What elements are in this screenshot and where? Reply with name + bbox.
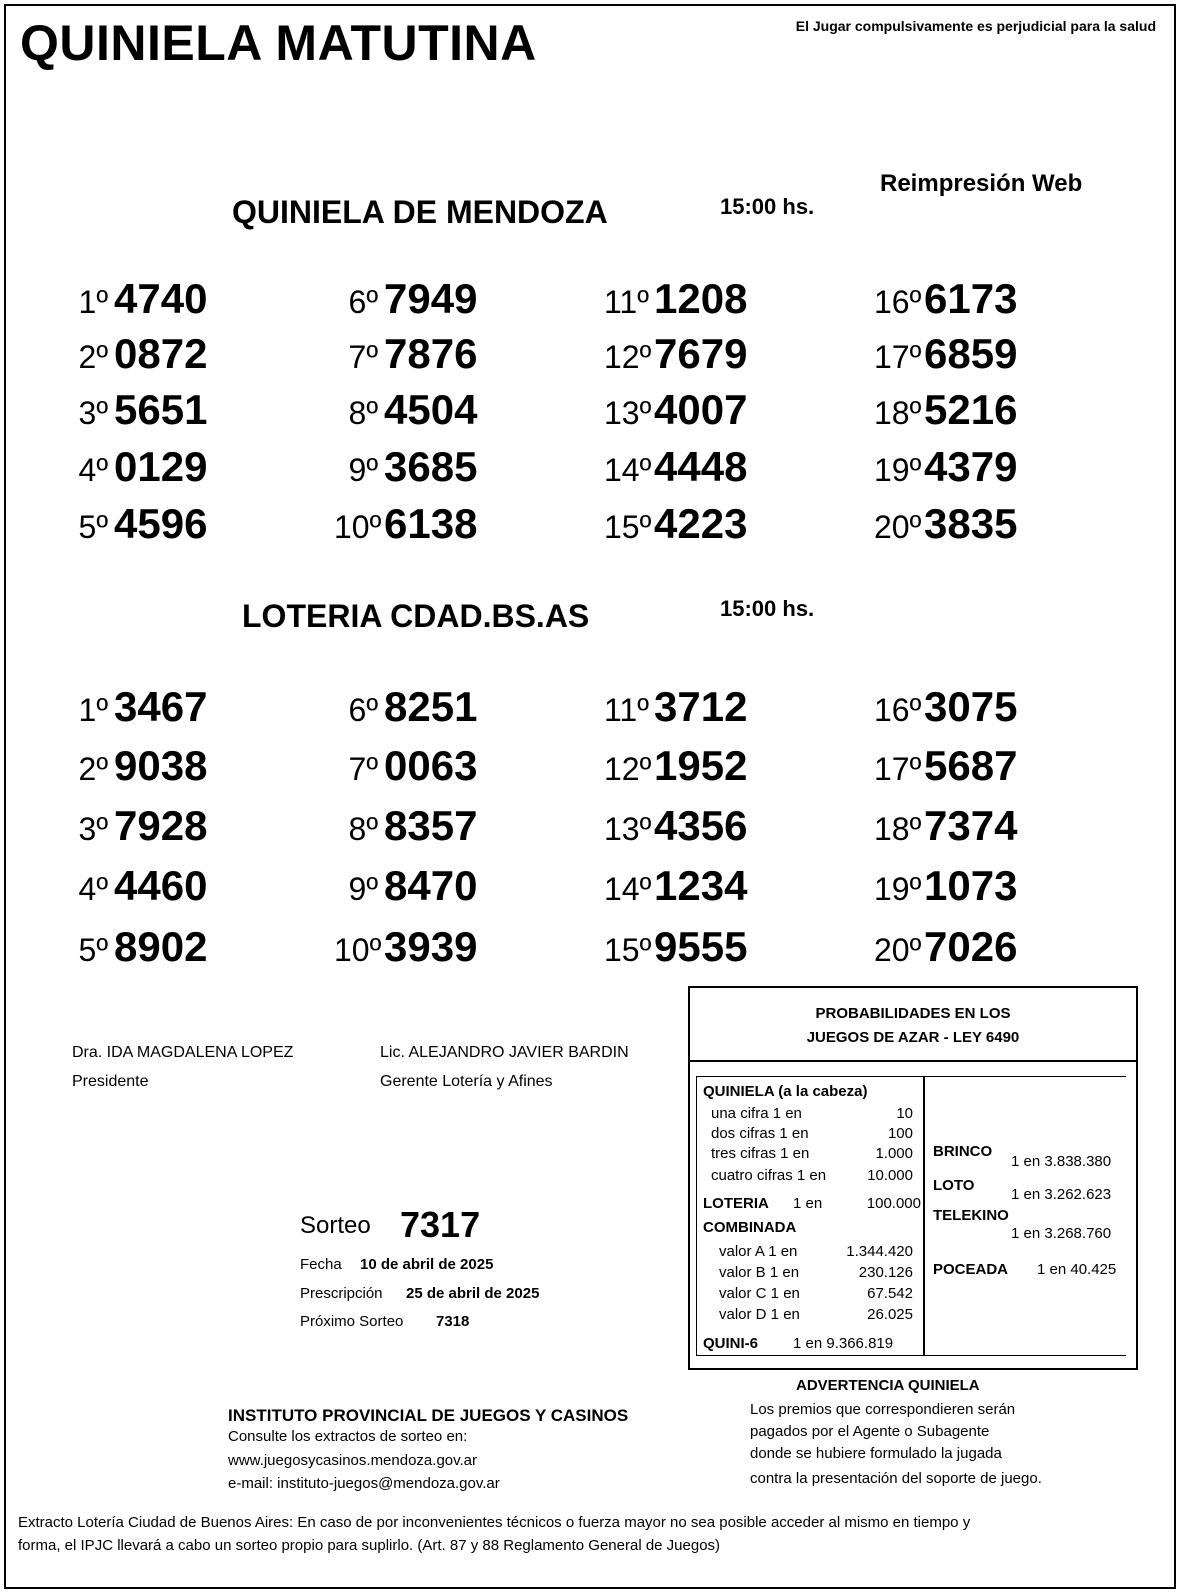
result-entry (874, 330, 1104, 382)
result-entry (874, 802, 1104, 854)
result-number: 3467 (114, 683, 208, 730)
result-position: 17º (874, 339, 922, 375)
result-position: 8º (348, 395, 378, 431)
result-number: 8902 (114, 923, 208, 970)
section-time-loteria: 15:00 hs. (720, 596, 815, 621)
result-entry (334, 862, 564, 914)
result-entry (64, 500, 294, 552)
result-position: 18º (874, 395, 922, 431)
result-number: 7876 (384, 330, 478, 377)
probabilities-header-line2: JUEGOS DE AZAR - LEY 6490 (806, 1029, 1020, 1046)
result-position: 19º (874, 871, 922, 907)
result-position: 4º (78, 871, 108, 907)
result-number: 6859 (924, 330, 1018, 377)
result-entry (604, 500, 834, 552)
institute-email[interactable]: e-mail: instituto-juegos@mendoza.gov.ar (228, 1475, 500, 1492)
quiniela-row-value: 100 (887, 1125, 913, 1142)
result-entry (334, 923, 564, 975)
result-entry (64, 275, 294, 327)
signature-left-name: Dra. IDA MAGDALENA LOPEZ (72, 1044, 294, 1061)
result-position: 7º (348, 751, 378, 787)
result-number: 1234 (654, 862, 748, 909)
result-position: 19º (874, 452, 922, 488)
loto-odds-value: 1 en 3.262.623 (1011, 1186, 1112, 1203)
result-entry (334, 386, 564, 438)
result-entry (334, 275, 564, 327)
result-position: 20º (874, 932, 922, 968)
result-number: 7679 (654, 330, 748, 377)
result-entry (64, 330, 294, 382)
result-number: 1952 (654, 742, 748, 789)
result-number: 0063 (384, 742, 478, 789)
telekino-odds-label: TELEKINO (933, 1207, 1009, 1224)
quiniela-row-label: tres cifras 1 en (711, 1145, 810, 1162)
combinada-row-value: 1.344.420 (846, 1243, 913, 1260)
result-number: 4596 (114, 500, 208, 547)
institute-line1: Consulte los extractos de sorteo en: (228, 1428, 468, 1445)
result-number: 4379 (924, 443, 1018, 490)
result-entry (874, 386, 1104, 438)
result-number: 4223 (654, 500, 748, 547)
result-entry (604, 443, 834, 495)
health-warning: El Jugar compulsivamente es perjudicial para la salud (795, 18, 1156, 34)
result-entry (874, 742, 1104, 794)
result-position: 9º (348, 871, 378, 907)
prescripcion-value: 25 de abril de 2025 (406, 1285, 540, 1302)
loteria-odds-text: 1 en (793, 1195, 823, 1212)
result-entry (64, 923, 294, 975)
result-number: 8251 (384, 683, 478, 730)
result-number: 1208 (654, 275, 748, 322)
institute-website[interactable]: www.juegosycasinos.mendoza.gov.ar (228, 1452, 478, 1469)
result-entry (874, 862, 1104, 914)
footer-line2: forma, el IPJC llevará a cabo un sorteo propio para suplirlo. (Art. 87 y 88 Reglamento General de Juegos) (18, 1537, 721, 1554)
quiniela-row-value: 10.000 (867, 1167, 913, 1184)
result-number: 4356 (654, 802, 748, 849)
signature-left-role: Presidente (72, 1073, 149, 1090)
result-entry (64, 386, 294, 438)
reprint-label: Reimpresión Web (880, 170, 1083, 197)
result-entry (334, 683, 564, 735)
result-entry (64, 443, 294, 495)
result-number: 3939 (384, 923, 478, 970)
quiniela-row-value: 1.000 (875, 1145, 913, 1162)
result-position: 7º (348, 339, 378, 375)
result-position: 5º (78, 509, 108, 545)
result-entry (604, 275, 834, 327)
result-entry (874, 443, 1104, 495)
result-entry (334, 802, 564, 854)
combinada-row-label: valor C 1 en (719, 1285, 800, 1302)
result-position: 8º (348, 811, 378, 847)
sorteo-label: Sorteo (300, 1212, 371, 1239)
section-title-mendoza: QUINIELA DE MENDOZA (232, 194, 608, 230)
result-number: 4448 (654, 443, 748, 490)
result-number: 7026 (924, 923, 1018, 970)
probabilities-header (690, 988, 1136, 1062)
result-position: 10º (334, 932, 382, 968)
result-position: 11º (604, 284, 649, 320)
result-entry (64, 862, 294, 914)
result-position: 12º (604, 751, 652, 787)
result-number: 5687 (924, 742, 1018, 789)
combinada-row-value: 67.542 (867, 1285, 913, 1302)
probabilities-header-line1: PROBABILIDADES EN LOS (815, 1005, 1011, 1022)
footer-line1: Extracto Lotería Ciudad de Buenos Aires: En caso de por inconvenientes técnicos o fuerza mayor no sea posible acceder al mismo en tiempo y (18, 1514, 971, 1531)
combinada-row-value: 230.126 (858, 1264, 913, 1281)
sorteo-number: 7317 (400, 1204, 481, 1245)
result-number: 5651 (114, 386, 208, 433)
result-position: 18º (874, 811, 922, 847)
result-position: 14º (604, 871, 652, 907)
result-position: 3º (78, 395, 108, 431)
result-number: 1073 (924, 862, 1018, 909)
advertencia-line4: contra la presentación del soporte de juego. (750, 1470, 1042, 1487)
result-number: 8470 (384, 862, 478, 909)
result-number: 3835 (924, 500, 1018, 547)
proximo-sorteo-label: Próximo Sorteo (300, 1313, 404, 1330)
result-position: 20º (874, 509, 922, 545)
section-title-loteria: LOTERIA CDAD.BS.AS (242, 598, 590, 634)
result-position: 15º (604, 509, 652, 545)
result-position: 2º (78, 751, 108, 787)
result-position: 14º (604, 452, 652, 488)
result-position: 16º (874, 692, 922, 728)
result-number: 9038 (114, 742, 208, 789)
quini6-odds-label: QUINI-6 (703, 1335, 759, 1352)
result-entry (604, 386, 834, 438)
result-number: 4740 (114, 275, 208, 322)
result-number: 3712 (654, 683, 748, 730)
loteria-odds-value: 100.000 (866, 1195, 921, 1212)
brinco-odds-label: BRINCO (933, 1143, 993, 1160)
probabilities-box (688, 986, 1138, 1370)
result-number: 4504 (384, 386, 478, 433)
result-number: 4007 (654, 386, 748, 433)
result-entry (604, 802, 834, 854)
result-number: 0872 (114, 330, 208, 377)
combinada-row-value: 26.025 (867, 1306, 913, 1323)
advertencia-line3: donde se hubiere formulado la jugada (750, 1445, 1002, 1462)
quiniela-row-label: una cifra 1 en (711, 1105, 802, 1122)
poceada-odds-value: 1 en 40.425 (1037, 1261, 1117, 1278)
result-number: 5216 (924, 386, 1018, 433)
result-position: 15º (604, 932, 652, 968)
loto-odds-label: LOTO (933, 1177, 975, 1194)
result-position: 13º (604, 395, 652, 431)
combinada-odds-title: COMBINADA (703, 1219, 797, 1236)
result-number: 8357 (384, 802, 478, 849)
result-position: 6º (348, 284, 378, 320)
fecha-value: 10 de abril de 2025 (360, 1256, 494, 1273)
proximo-sorteo-value: 7318 (436, 1313, 470, 1330)
combinada-row-label: valor A 1 en (719, 1243, 798, 1260)
result-entry (874, 500, 1104, 552)
result-entry (604, 923, 834, 975)
result-number: 6138 (384, 500, 478, 547)
probabilities-table (696, 1076, 1126, 1356)
result-position: 1º (78, 284, 108, 320)
prescripcion-label: Prescripción (300, 1285, 383, 1302)
result-position: 4º (78, 452, 108, 488)
result-entry (604, 862, 834, 914)
result-position: 11º (604, 692, 649, 728)
result-position: 16º (874, 284, 922, 320)
combinada-row-label: valor D 1 en (719, 1306, 800, 1323)
result-position: 5º (78, 932, 108, 968)
result-number: 7374 (924, 802, 1018, 849)
probabilities-divider (923, 1077, 925, 1355)
telekino-odds-value: 1 en 3.268.760 (1011, 1225, 1112, 1242)
result-entry (604, 742, 834, 794)
quiniela-row-label: cuatro cifras 1 en (711, 1167, 827, 1184)
quiniela-row-label: dos cifras 1 en (711, 1125, 809, 1142)
result-position: 17º (874, 751, 922, 787)
result-number: 0129 (114, 443, 208, 490)
quiniela-odds-title: QUINIELA (a la cabeza) (703, 1083, 868, 1100)
result-number: 7949 (384, 275, 478, 322)
result-entry (874, 923, 1104, 975)
result-number: 7928 (114, 802, 208, 849)
result-position: 6º (348, 692, 378, 728)
result-entry (604, 330, 834, 382)
fecha-label: Fecha (300, 1256, 342, 1273)
quini6-odds-value: 1 en 9.366.819 (793, 1335, 894, 1352)
page-title: QUINIELA MATUTINA (20, 15, 537, 71)
advertencia-line1: Los premios que correspondieren serán (750, 1401, 1016, 1418)
result-entry (334, 443, 564, 495)
result-entry (334, 500, 564, 552)
result-entry (604, 683, 834, 735)
result-entry (64, 802, 294, 854)
result-number: 3685 (384, 443, 478, 490)
result-number: 9555 (654, 923, 748, 970)
brinco-odds-value: 1 en 3.838.380 (1011, 1153, 1112, 1170)
result-position: 12º (604, 339, 652, 375)
section-time-mendoza: 15:00 hs. (720, 194, 815, 219)
result-entry (334, 742, 564, 794)
signature-right-role: Gerente Lotería y Afines (380, 1073, 553, 1090)
result-entry (64, 683, 294, 735)
result-entry (64, 742, 294, 794)
advertencia-line2: pagados por el Agente o Subagente (750, 1423, 990, 1440)
advertencia-title: ADVERTENCIA QUINIELA (796, 1377, 980, 1394)
signature-right-name: Lic. ALEJANDRO JAVIER BARDIN (380, 1044, 629, 1061)
result-entry (874, 683, 1104, 735)
result-number: 6173 (924, 275, 1018, 322)
result-position: 3º (78, 811, 108, 847)
result-position: 2º (78, 339, 108, 375)
quiniela-row-value: 10 (896, 1105, 913, 1122)
result-number: 3075 (924, 683, 1018, 730)
institute-name: INSTITUTO PROVINCIAL DE JUEGOS Y CASINOS (228, 1406, 629, 1425)
combinada-row-label: valor B 1 en (719, 1264, 800, 1281)
poceada-odds-label: POCEADA (933, 1261, 1009, 1278)
result-number: 4460 (114, 862, 208, 909)
result-entry (874, 275, 1104, 327)
result-position: 13º (604, 811, 652, 847)
result-position: 10º (334, 509, 382, 545)
loteria-odds-label: LOTERIA (703, 1195, 769, 1212)
result-position: 1º (78, 692, 108, 728)
result-entry (334, 330, 564, 382)
result-position: 9º (348, 452, 378, 488)
